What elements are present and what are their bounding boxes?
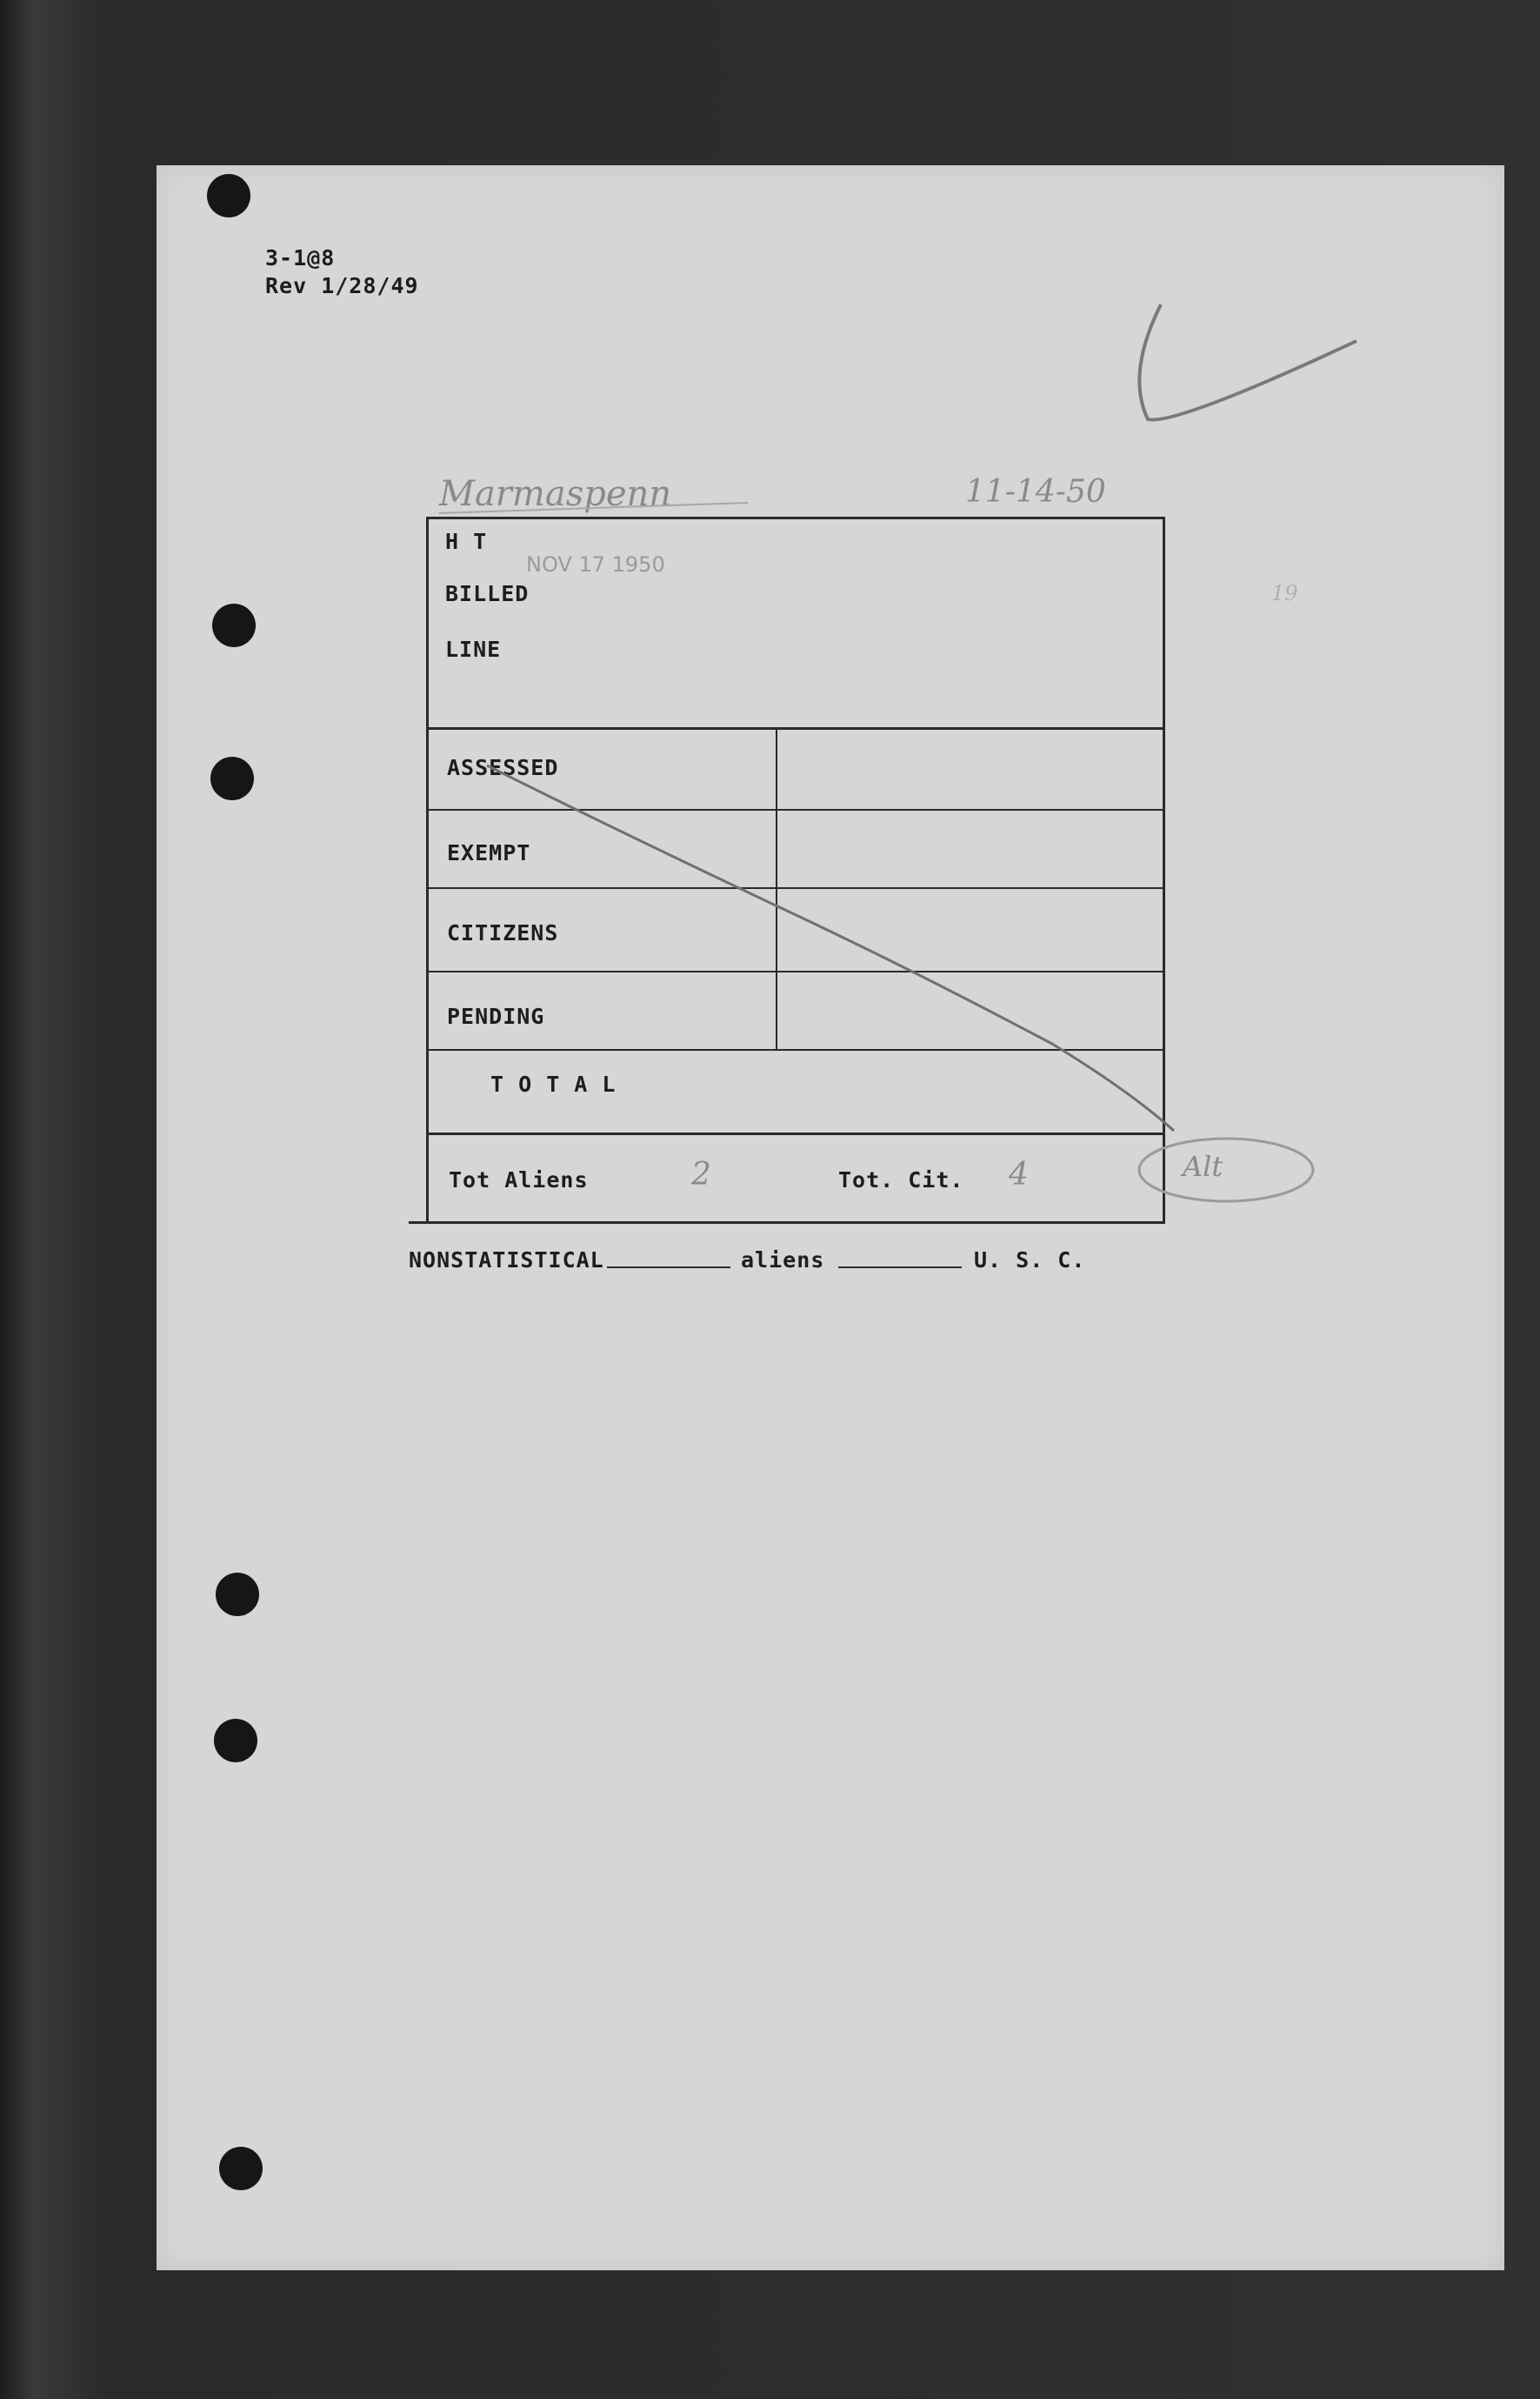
aliens-count: 2 — [691, 1157, 711, 1193]
ht-label: H T — [445, 529, 488, 554]
citizens-count: 4 — [1009, 1157, 1029, 1193]
check-mark — [1139, 304, 1357, 420]
circled-note: Alt — [1183, 1150, 1223, 1183]
total-label: T O T A L — [490, 1072, 617, 1097]
pending-label: PENDING — [447, 1004, 545, 1029]
margin-note: 19 — [1271, 581, 1298, 605]
handwritten-name: Marmaspenn — [439, 474, 672, 514]
citizens-label: CITIZENS — [447, 920, 559, 946]
name-underline — [439, 503, 748, 513]
line-label: LINE — [445, 637, 502, 662]
handwritten-date: 11-14-50 — [965, 474, 1106, 510]
form-number: 3-1@8 — [265, 245, 336, 271]
date-stamp: NOV 17 1950 — [526, 552, 665, 577]
tot-cit-label: Tot. Cit. — [838, 1167, 964, 1193]
circle-mark — [1139, 1139, 1313, 1201]
aliens-label: aliens — [741, 1247, 825, 1273]
usc-label: U. S. C. — [974, 1247, 1086, 1273]
assessed-label: ASSESSED — [447, 755, 559, 780]
nonstatistical-label: NONSTATISTICAL — [409, 1247, 604, 1273]
tot-aliens-label: Tot Aliens — [449, 1167, 589, 1193]
exempt-label: EXEMPT — [447, 840, 531, 865]
diagonal-cross-out — [487, 765, 1174, 1131]
billed-label: BILLED — [445, 581, 530, 606]
form-revision: Rev 1/28/49 — [265, 273, 419, 298]
